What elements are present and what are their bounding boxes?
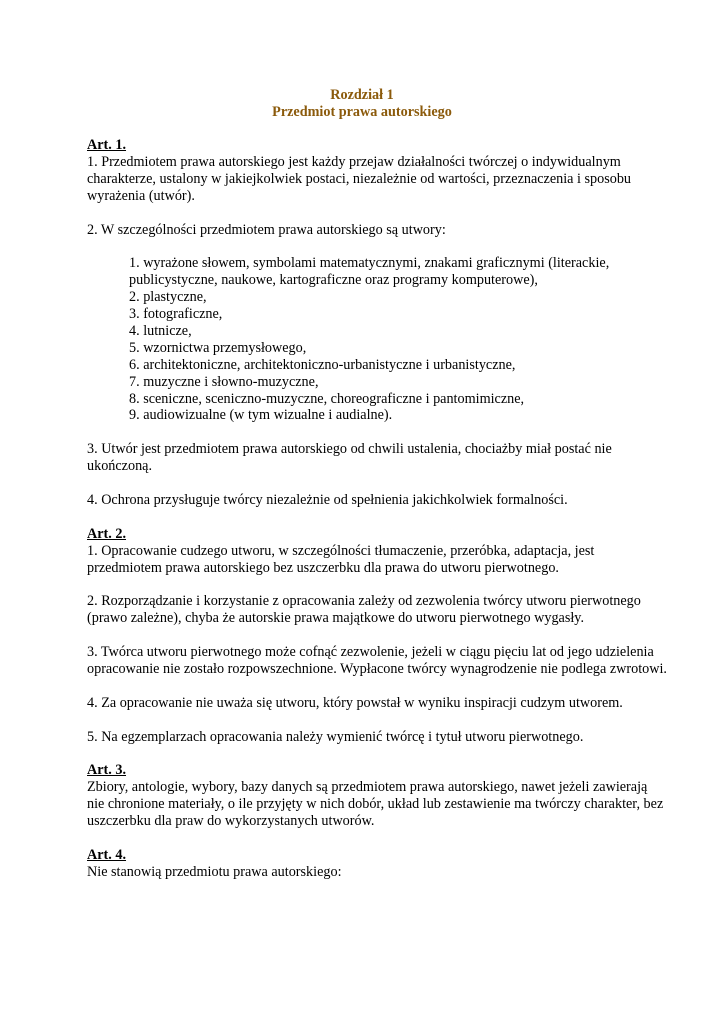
list-item: 7. muzyczne i słowno-muzyczne, xyxy=(129,373,319,390)
article-1-paragraph-1: 1. Przedmiotem prawa autorskiego jest każdy przejaw działalności twórczej o indywidualnym charakterze, ustalony w jakiejkolwiek postaci, niezależnie od wartości, przeznaczenia i sposobu wyrażenia (utwór). xyxy=(87,153,632,204)
article-2-paragraph-4: 4. Za opracowanie nie uważa się utworu, który powstał w wyniku inspiracji cudzym utworem. xyxy=(87,694,623,711)
article-3-title: Art. 3. xyxy=(87,762,127,779)
article-3-paragraph-1: Zbiory, antologie, wybory, bazy danych są przedmiotem prawa autorskiego, nawet jeżeli zawierają nie chronione materiały, o ile przyjęty w nich dobór, układ lub zestawienie ma twórczy charakter, bez uszczerbku dla praw do wykorzystanych utworów. xyxy=(87,779,664,830)
article-1-title: Art. 1. xyxy=(87,137,127,153)
list-item: 9. audiowizualne (w tym wizualne i audialne). xyxy=(129,407,393,424)
article-1-paragraph-2: 2. W szczególności przedmiotem prawa autorskiego są utwory: xyxy=(87,221,446,238)
list-item: 3. fotograficzne, xyxy=(129,306,223,323)
list-item: 4. lutnicze, xyxy=(129,322,192,339)
chapter-number: Rozdział 1 xyxy=(330,87,394,103)
article-2-paragraph-3: 3. Twórca utworu pierwotnego może cofnąć zezwolenie, jeżeli w ciągu pięciu lat od jego udzielenia opracowanie nie zostało rozpowszechnione. Wypłacone twórcy wynagrodzenie nie podlega zwrotowi. xyxy=(87,644,667,677)
list-item: 8. sceniczne, sceniczno-muzyczne, choreograficzne i pantomimiczne, xyxy=(129,390,525,407)
article-2-paragraph-1: 1. Opracowanie cudzego utworu, w szczególności tłumaczenie, przeróbka, adaptacja, jest przedmiotem prawa autorskiego bez uszczerbku dla prawa do utworu pierwotnego. xyxy=(87,542,595,576)
article-2-paragraph-5: 5. Na egzemplarzach opracowania należy wymienić twórcę i tytuł utworu pierwotnego. xyxy=(87,728,584,745)
article-2-title: Art. 2. xyxy=(87,525,127,542)
document-body xyxy=(87,137,667,881)
article-4-paragraph-1: Nie stanowią przedmiotu prawa autorskiego: xyxy=(87,863,342,880)
list-item: 5. wzornictwa przemysłowego, xyxy=(129,339,307,356)
list-item: 6. architektoniczne, architektoniczno-urbanistyczne i urbanistyczne, xyxy=(129,356,516,373)
article-1-paragraph-3: 3. Utwór jest przedmiotem prawa autorskiego od chwili ustalenia, chociażby miał postać nie ukończoną. xyxy=(87,441,612,475)
chapter-title: Przedmiot prawa autorskiego xyxy=(272,104,452,120)
article-4-title: Art. 4. xyxy=(87,846,127,863)
article-2-paragraph-2: 2. Rozporządzanie i korzystanie z opracowania zależy od zezwolenia twórcy utworu pierwotnego (prawo zależne), chyba że autorskie prawa majątkowe do utworu pierwotnego wygasły. xyxy=(87,593,641,627)
article-1-paragraph-4: 4. Ochrona przysługuje twórcy niezależnie od spełnienia jakichkolwiek formalności. xyxy=(87,491,568,508)
article-1-work-types-list xyxy=(87,255,667,424)
list-item: 2. plastyczne, xyxy=(129,289,207,306)
list-item: 1. wyrażone słowem, symbolami matematycznymi, znakami graficznymi (literackie, publicystyczne, naukowe, kartograficzne oraz programy komputerowe), xyxy=(129,255,610,289)
